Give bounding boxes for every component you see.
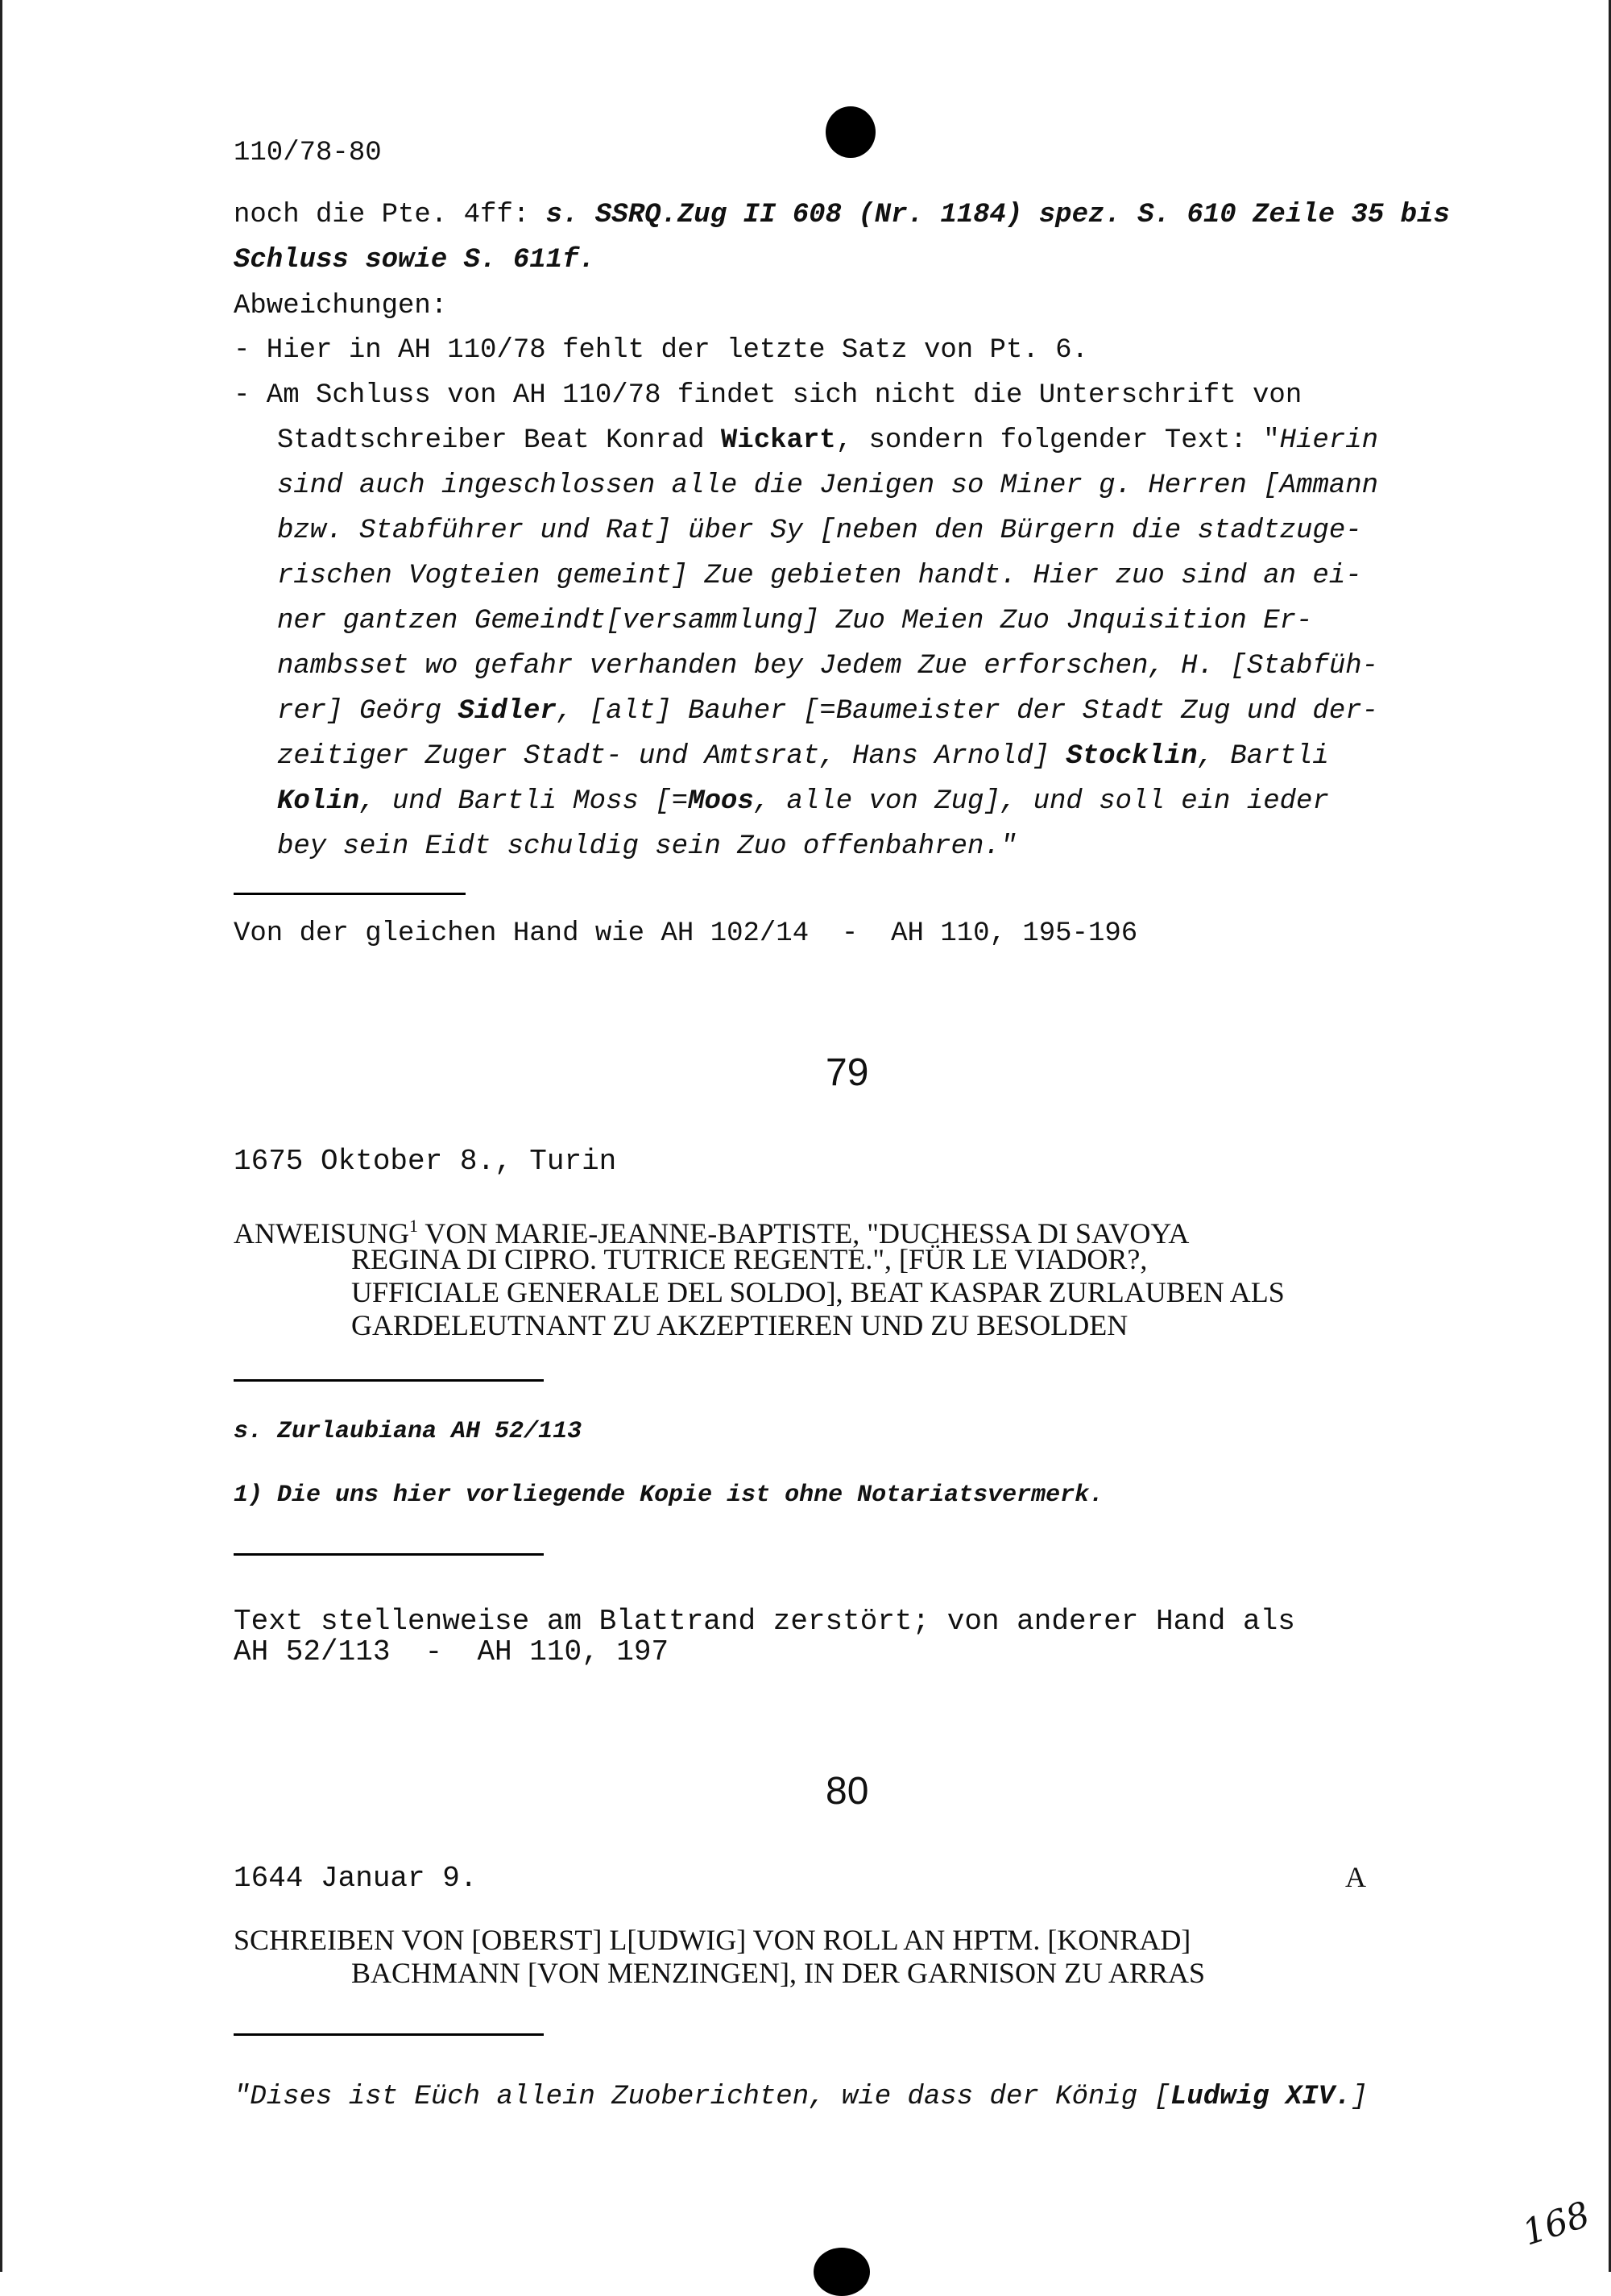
quote-line-11: bey sein Eidt schuldig sein Zuo offenbahren." — [277, 831, 1017, 862]
doc79-reference: s. Zurlaubiana AH 52/113 — [234, 1418, 582, 1445]
doc80-date: 1644 Januar 9. — [234, 1862, 478, 1895]
punch-hole-bottom — [814, 2248, 870, 2296]
separator-rule — [234, 2033, 544, 2036]
doc79-footnote: 1) Die uns hier vorliegende Kopie ist ohne Notariatsvermerk. — [234, 1482, 1104, 1509]
doc78-line2: Schluss sowie S. 611f. — [234, 245, 595, 276]
quote-line-4: bzw. Stabführer und Rat] über Sy [neben den Bürgern die stadtzuge- — [277, 516, 1362, 546]
deviation-bullet-2: - Am Schluss von AH 110/78 findet sich nicht die Unterschrift von — [234, 380, 1302, 411]
hand-note: Von der gleichen Hand wie AH 102/14 - AH 110, 195-196 — [234, 918, 1138, 949]
separator-rule — [234, 1379, 544, 1382]
doc79-title-line2: REGINA DI CIPRO. TUTRICE REGENTE.", [FÜR LE VIADOR?, — [351, 1243, 1148, 1275]
doc80-marker: A — [1345, 1861, 1366, 1893]
doc79-title-line1: ANWEISUNG$^1$ VON MARIE-JEANNE-BAPTISTE, "DUCHESSA DI SAVOYA — [234, 1216, 1190, 1250]
doc79-number: 79 — [826, 1051, 869, 1094]
quote-line-3: sind auch ingeschlossen alle die Jenigen so Miner g. Herren [Ammann — [277, 470, 1379, 501]
page-edge-left — [0, 0, 2, 2272]
separator-rule — [234, 1553, 544, 1556]
doc78-line1: noch die Pte. 4ff: s. SSRQ.Zug II 608 (Nr. 1184) spez. S. 610 Zeile 35 bis — [234, 200, 1450, 230]
doc80-title-line1: SCHREIBEN VON [OBERST] L[UDWIG] VON ROLL AN HPTM. [KONRAD] — [234, 1924, 1191, 1956]
doc79-hand-note-line1: Text stellenweise am Blattrand zerstört; von anderer Hand als — [234, 1605, 1295, 1638]
punch-hole-top — [826, 106, 876, 158]
deviation-bullet-2-line2: Stadtschreiber Beat Konrad Wickart, sondern folgender Text: "Hierin — [277, 425, 1379, 456]
quote-line-10: Kolin, und Bartli Moss [=Moos, alle von Zug], und soll ein ieder — [277, 786, 1329, 817]
handwritten-page-number: 168 — [1518, 2194, 1595, 2254]
quote-line-8: rer] Geörg Sidler, [alt] Bauher [=Baumeister der Stadt Zug und der- — [277, 696, 1379, 727]
doc79-date: 1675 Oktober 8., Turin — [234, 1145, 617, 1178]
doc79-title-line3: UFFICIALE GENERALE DEL SOLDO], BEAT KASPAR ZURLAUBEN ALS — [351, 1276, 1285, 1308]
separator-rule — [234, 893, 466, 895]
doc80-title-line2: BACHMANN [VON MENZINGEN], IN DER GARNISON ZU ARRAS — [351, 1957, 1205, 1989]
quote-line-7: nambsset wo gefahr verhanden bey Jedem Zue erforschen, H. [Stabfüh- — [277, 651, 1379, 682]
doc79-title-line4: GARDELEUTNANT ZU AKZEPTIEREN UND ZU BESOLDEN — [351, 1309, 1129, 1341]
deviations-label: Abweichungen: — [234, 291, 448, 321]
page-reference: 110/78-80 — [234, 138, 382, 168]
doc80-quote: "Dises ist Eüch allein Zuoberichten, wie dass der König [Ludwig XIV.] — [234, 2082, 1368, 2112]
quote-line-6: ner gantzen Gemeindt[versammlung] Zuo Meien Zuo Jnquisition Er- — [277, 606, 1313, 636]
doc79-hand-note-line2: AH 52/113 - AH 110, 197 — [234, 1635, 669, 1668]
doc80-number: 80 — [826, 1770, 869, 1813]
deviation-bullet-1: - Hier in AH 110/78 fehlt der letzte Satz von Pt. 6. — [234, 335, 1088, 366]
quote-line-9: zeitiger Zuger Stadt- und Amtsrat, Hans Arnold] Stocklin, Bartli — [277, 741, 1329, 772]
quote-line-5: rischen Vogteien gemeint] Zue gebieten handt. Hier zuo sind an ei- — [277, 561, 1362, 591]
